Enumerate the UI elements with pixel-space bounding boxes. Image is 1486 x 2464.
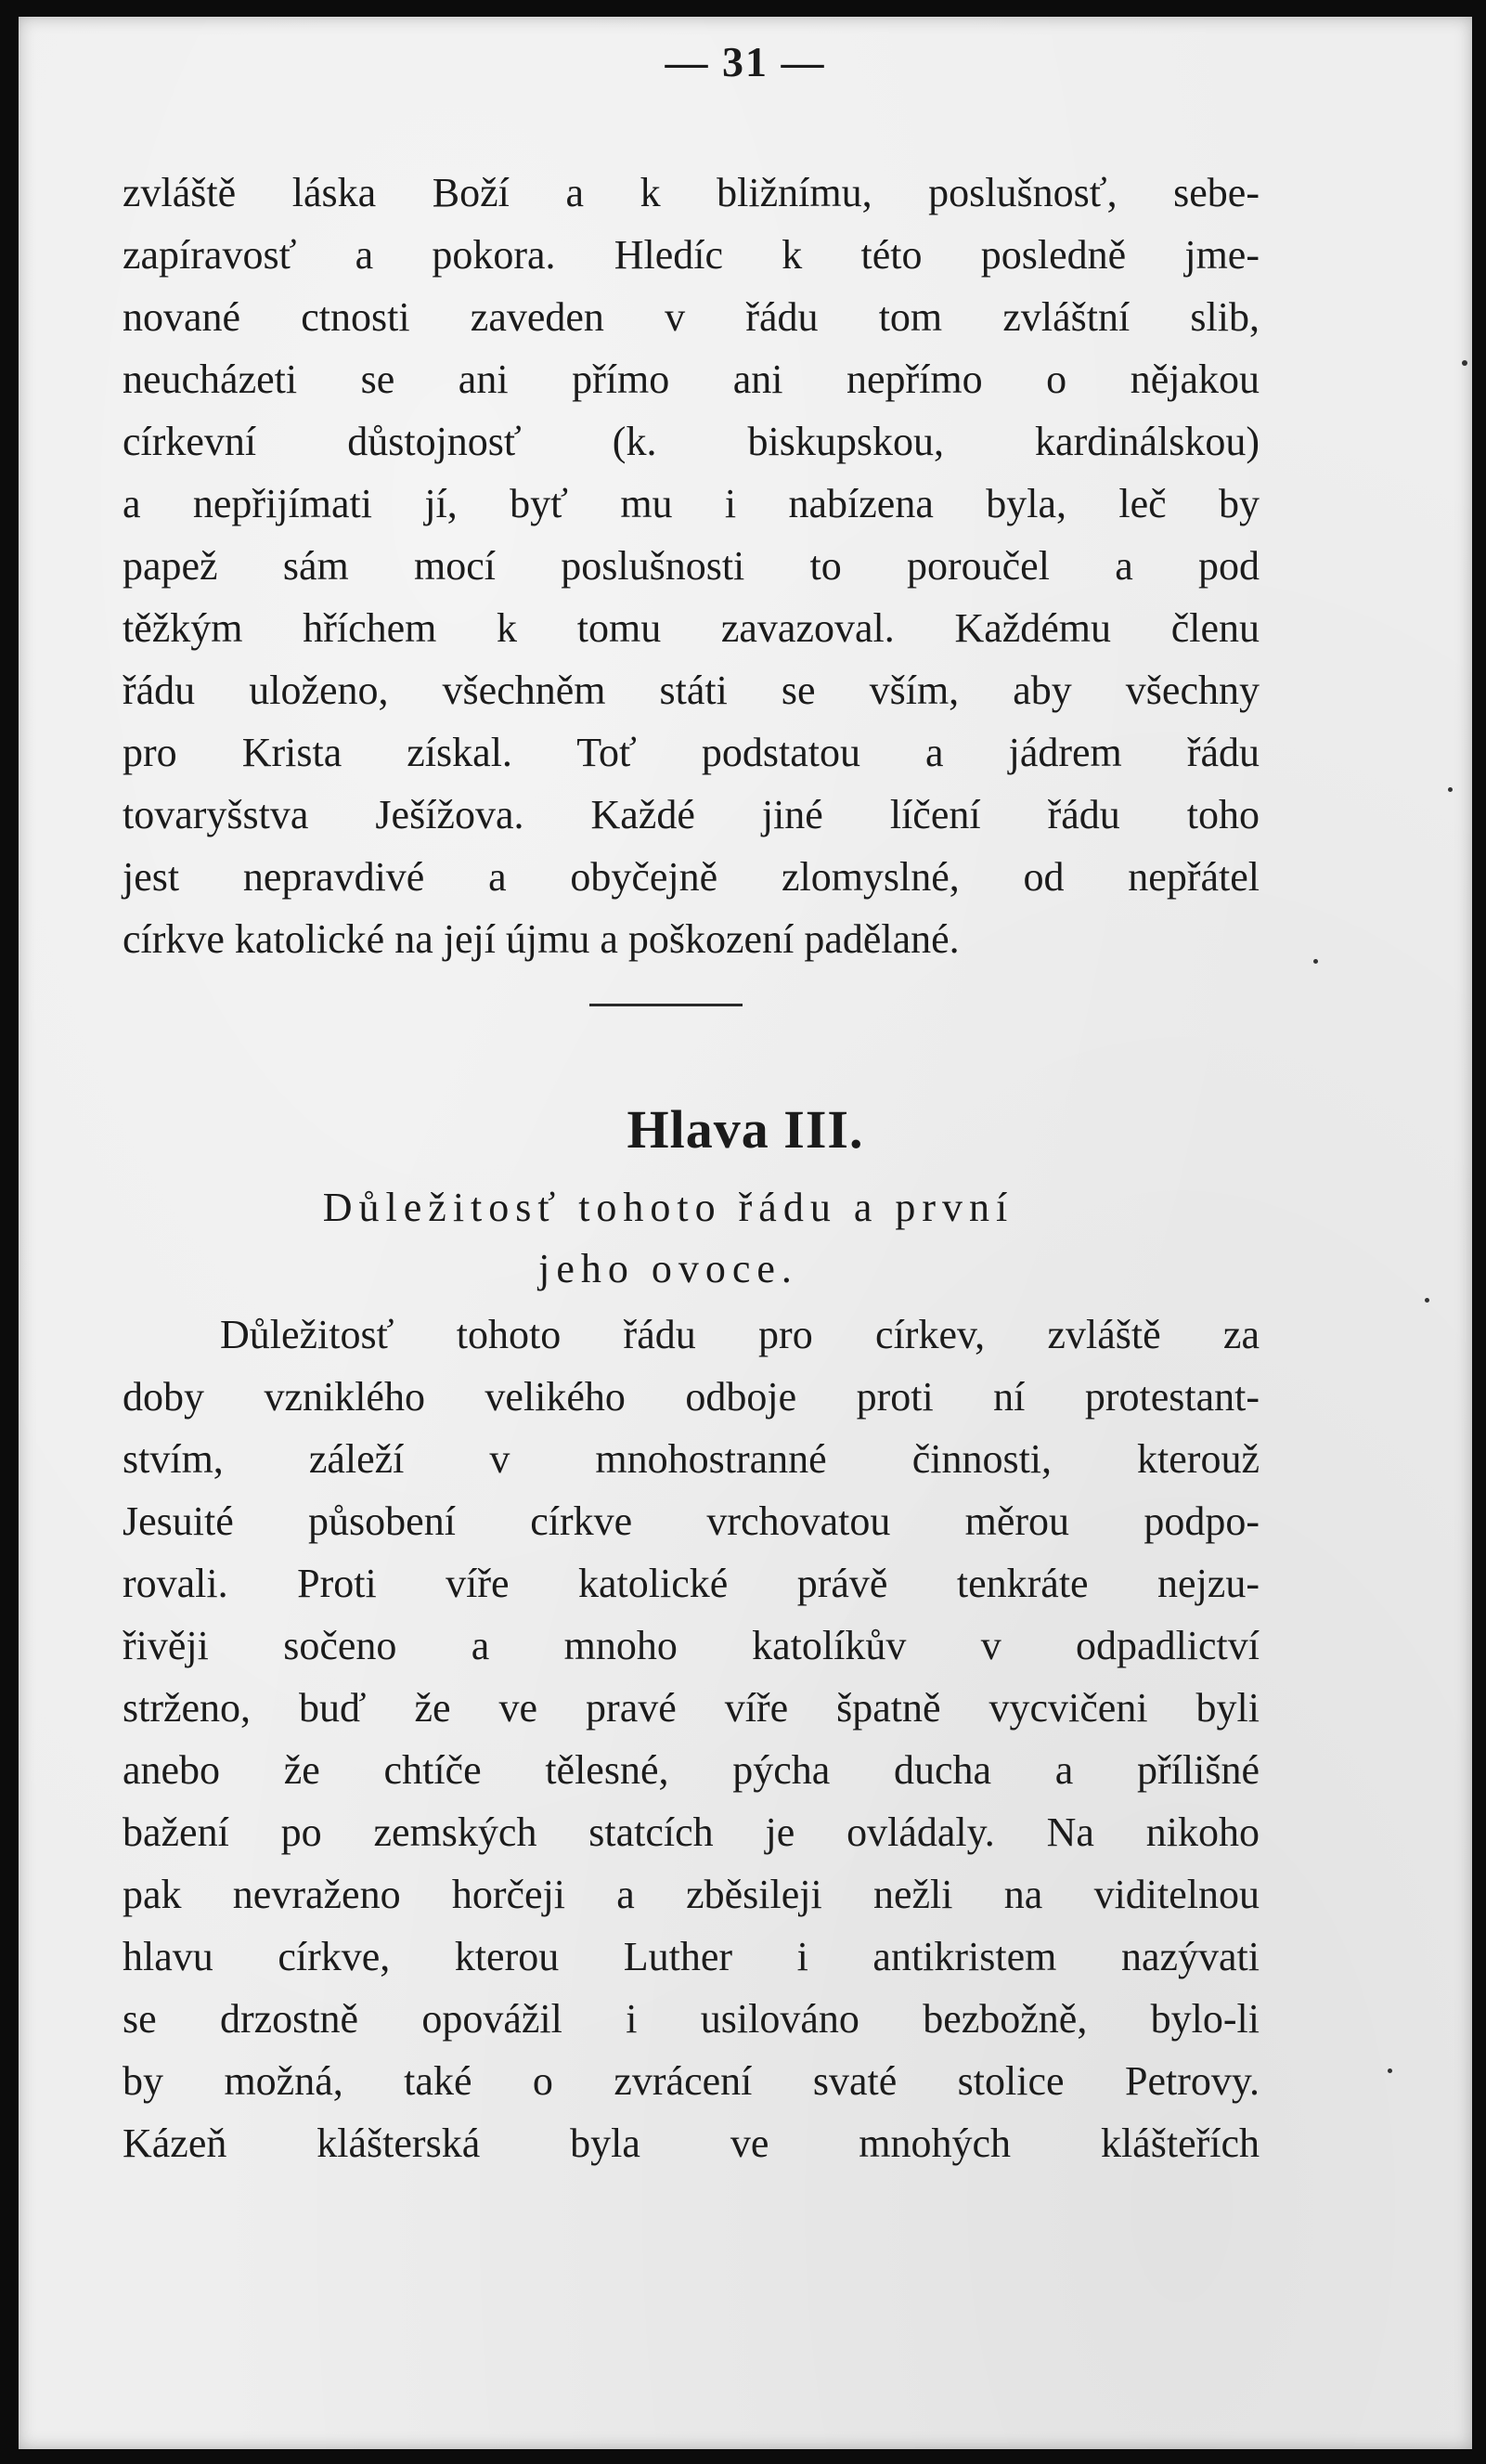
text-line: a nepřijímati jí, byť mu i nabízena byla, leč by <box>123 481 1260 526</box>
text-line: Důležitosť tohoto řádu pro církev, zvláště za <box>220 1312 1260 1357</box>
paper-speck <box>1313 959 1318 964</box>
chapter-subtitle-line: Důležitosť tohoto řádu a první <box>322 1185 1014 1230</box>
text-line: zapíravosť a pokora. Hledíc k této posledně jme- <box>123 232 1260 278</box>
text-line: bažení po zemských statcích je ovládaly. Na nikoho <box>123 1809 1260 1855</box>
text-line: Jesuité působení církve vrchovatou měrou podpo- <box>123 1498 1260 1544</box>
text-line: papež sám mocí poslušnosti to poroučel a pod <box>123 543 1260 589</box>
text-line: se drzostně opovážil i usilováno bezbožně, bylo-li <box>123 1996 1260 2042</box>
text-line: nované ctnosti zaveden v řádu tom zvláštní slib, <box>123 294 1260 340</box>
chapter-subtitle <box>204 1177 1132 1300</box>
text-line: jest nepravdivé a obyčejně zlomyslné, od nepřátel <box>123 854 1260 900</box>
text-line: stvím, záleží v mnohostranné činnosti, kterouž <box>123 1436 1260 1482</box>
text-line: tovaryšstva Ješížova. Každé jiné líčení řádu toho <box>123 792 1260 837</box>
paper-speck <box>1448 787 1453 792</box>
paragraph-body <box>123 1303 1260 2174</box>
paragraph-continued <box>123 162 1260 970</box>
text-line: řivěji sočeno a mnoho katolíkův v odpadlictví <box>123 1623 1260 1668</box>
text-line: Kázeň klášterská byla ve mnohých klášteřích <box>123 2120 1260 2166</box>
text-line: pro Krista získal. Toť podstatou a jádrem řádu <box>123 730 1260 775</box>
page-number: — 31 — <box>665 38 826 85</box>
text-line: těžkým hříchem k tomu zavazoval. Každému členu <box>123 605 1260 651</box>
text-line: zvláště láska Boží a k bližnímu, poslušnosť, sebe- <box>123 170 1260 215</box>
paper-speck <box>1388 2068 1392 2073</box>
text-line: církevní důstojnosť (k. biskupskou, kardinálskou) <box>123 419 1260 464</box>
chapter-heading: Hlava III. <box>627 1099 864 1160</box>
chapter-subtitle-line: jeho ovoce. <box>538 1246 798 1291</box>
paper-speck <box>1425 1298 1429 1303</box>
text-line: hlavu církve, kterou Luther i antikristem nazývati <box>123 1934 1260 1979</box>
text-line: církve katolické na její újmu a poškození padělané. <box>123 916 960 962</box>
paper-speck <box>1462 360 1467 366</box>
text-line: anebo že chtíče tělesné, pýcha ducha a přílišné <box>123 1747 1260 1793</box>
text-line: rovali. Proti víře katolické právě tenkráte nejzu- <box>123 1561 1260 1606</box>
text-line: doby vzniklého velikého odboje proti ní protestant- <box>123 1374 1260 1420</box>
text-line: pak nevraženo horčeji a zběsileji nežli na viditelnou <box>123 1872 1260 1917</box>
book-page <box>19 17 1472 2449</box>
text-line: řádu uloženo, všechněm státi se vším, aby všechny <box>123 668 1260 713</box>
text-line: by možná, také o zvrácení svaté stolice Petrovy. <box>123 2058 1260 2104</box>
section-divider <box>589 1004 743 1006</box>
text-line: neucházeti se ani přímo ani nepřímo o nějakou <box>123 357 1260 402</box>
text-line: strženo, buď že ve pravé víře špatně vycvičeni byli <box>123 1685 1260 1731</box>
